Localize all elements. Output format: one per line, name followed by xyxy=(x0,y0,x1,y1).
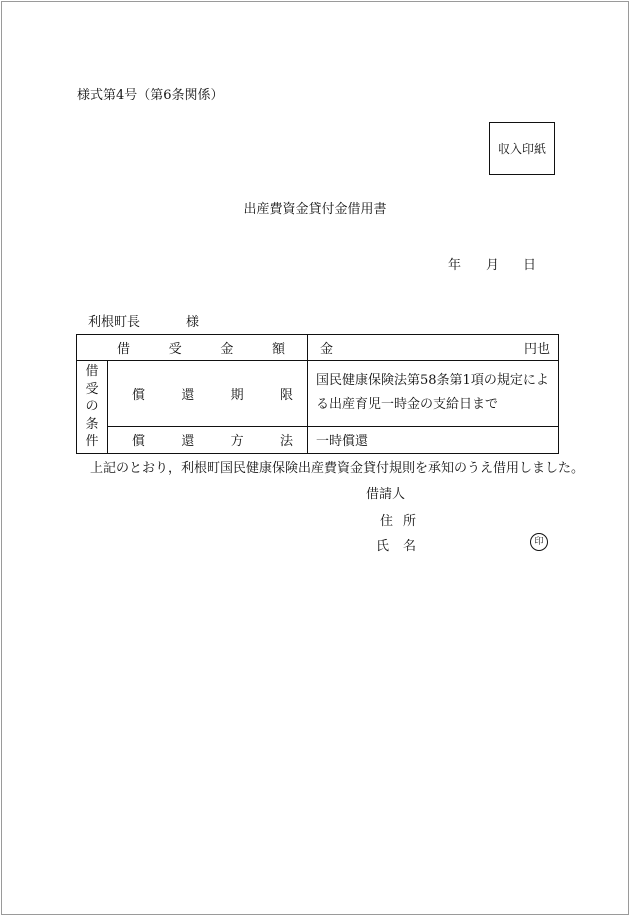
conditions-label-cell xyxy=(77,361,108,454)
name-label[interactable]: 氏 名 xyxy=(376,539,417,554)
amount-suffix: 円也 xyxy=(523,342,550,357)
date-day-label: 日 xyxy=(523,258,537,273)
method-label: 償 還 方 法 xyxy=(132,434,293,450)
method-value: 一時償還 xyxy=(316,434,369,450)
period-label: 償 還 期 限 xyxy=(132,387,293,403)
amount-prefix: 金 xyxy=(320,342,334,357)
amount-label: 借 受 金 額 xyxy=(117,342,285,357)
addressee-honorific: 様 xyxy=(186,315,200,330)
addressee-name: 利根町長 xyxy=(88,315,141,330)
addressee xyxy=(88,311,199,330)
period-label-cell xyxy=(108,361,308,427)
method-value-cell xyxy=(308,426,559,453)
amount-value-cell[interactable] xyxy=(308,335,559,361)
date-line xyxy=(448,254,536,273)
period-value-cell xyxy=(308,361,559,427)
date-month-label: 月 xyxy=(486,258,500,273)
seal-mark: 印 xyxy=(530,533,548,551)
document-title: 出産費資金貸付金借用書 xyxy=(243,202,387,217)
conditions-label: 借 受 の 条 件 xyxy=(85,364,99,449)
address-label[interactable]: 住 所 xyxy=(380,514,417,529)
period-value: 国民健康保険法第58条第1項の規定による出産育児一時金の支給日まで xyxy=(316,373,549,413)
loan-table xyxy=(76,334,559,454)
date-year-label: 年 xyxy=(448,258,462,273)
method-label-cell xyxy=(108,426,308,453)
form-number: 様式第4号（第6条関係） xyxy=(77,88,224,103)
statement-text: 上記のとおり，利根町国民健康保険出産費資金貸付規則を承知のうえ借用しました。 xyxy=(90,461,585,476)
table-row-period xyxy=(77,361,559,427)
table-row-amount xyxy=(77,335,559,361)
amount-label-cell xyxy=(77,335,308,361)
table-row-method xyxy=(77,426,559,453)
revenue-stamp-label: 収入印紙 xyxy=(497,142,546,156)
borrower-heading: 借請人 xyxy=(366,487,406,502)
revenue-stamp-box xyxy=(489,122,555,175)
